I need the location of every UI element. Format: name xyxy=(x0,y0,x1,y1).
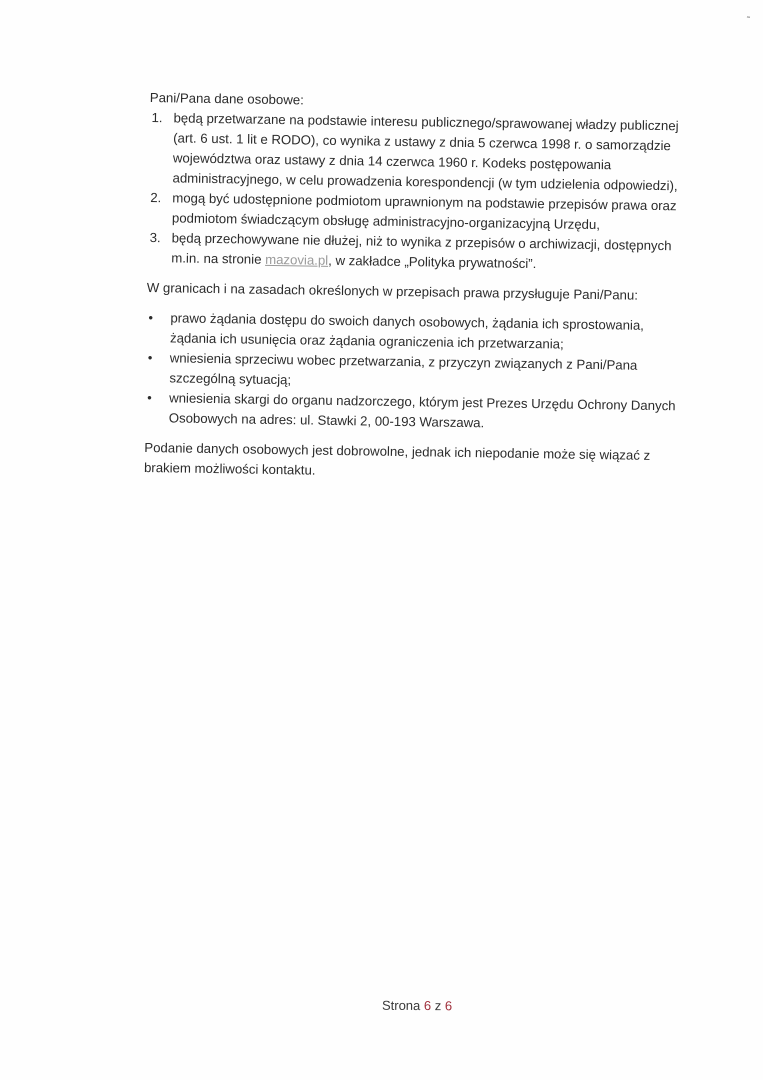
numbered-list xyxy=(147,108,689,276)
final-paragraph: Podanie danych osobowych jest dobrowolne, jednak ich niepodanie może się wiązać z brakiem możliwości kontaktu. xyxy=(143,439,651,478)
list-item xyxy=(147,228,688,276)
bullet-icon: • xyxy=(147,389,152,406)
footer-label: Strona xyxy=(381,997,421,1014)
footer-sep: z xyxy=(434,998,442,1014)
intro-text: Pani/Pana dane osobowe: xyxy=(149,89,304,108)
page-total: 6 xyxy=(444,998,453,1014)
bullet-icon: • xyxy=(148,310,154,326)
item-text: mogą być udostępnione podmiotom uprawnionym na podstawie przepisów prawa oraz podmiotom świadczącym obsługę administracyjno-organizacyjną Urzędu, xyxy=(171,190,677,233)
item-text: będą przechowywane nie dłużej, niż to wynika z przepisów o archiwizacji, dostępnych m.in. na stronie xyxy=(171,230,672,267)
mazovia-link[interactable]: mazovia.pl xyxy=(265,251,329,268)
right-text: prawo żądania dostępu do swoich danych osobowych, żądania ich sprostowania, żądania ich usunięcia oraz żądania ograniczenia ich przetwarzania; xyxy=(169,310,645,352)
item-text-after: , w zakładce „Polityka prywatności”. xyxy=(328,252,537,272)
page-footer xyxy=(382,998,452,1013)
list-item xyxy=(148,108,689,196)
item-number: 3. xyxy=(149,230,161,246)
list-item xyxy=(145,388,686,436)
right-text: wniesienia sprzeciwu wobec przetwarzania, z przyczyn związanych z Pani/Pana szczególną sytuacją; xyxy=(169,350,638,388)
item-number: 2. xyxy=(150,190,162,206)
item-text: będą przetwarzane na podstawie interesu publicznego/sprawowanej władzy publicznej (art. 6 ust. 1 lit e RODO), co wynika z ustawy z dnia 5 czerwca 1998 r. o samorządzie województwa oraz ustawy z dnia 14 czerwca 1960 r. Kodeks postępowania administracyjnego, w celu prowadzenia korespondencji (w tym udzielenia odpowiedzi), xyxy=(172,110,679,194)
bullet-icon: • xyxy=(147,349,153,366)
privacy-notice xyxy=(144,88,690,486)
rights-list xyxy=(145,308,687,436)
right-text: wniesienia skargi do organu nadzorczego, którym jest Prezes Urzędu Ochrony Danych Osobowych na adres: ul. Stawki 2, 00-193 Warszawa. xyxy=(168,390,676,431)
rights-intro: W granicach i na zasadach określonych w przepisach prawa przysługuje Pani/Panu: xyxy=(146,279,639,303)
page-number: 6 xyxy=(423,998,432,1014)
item-number: 1. xyxy=(151,110,163,126)
corner-mark: ˜ xyxy=(747,15,750,25)
